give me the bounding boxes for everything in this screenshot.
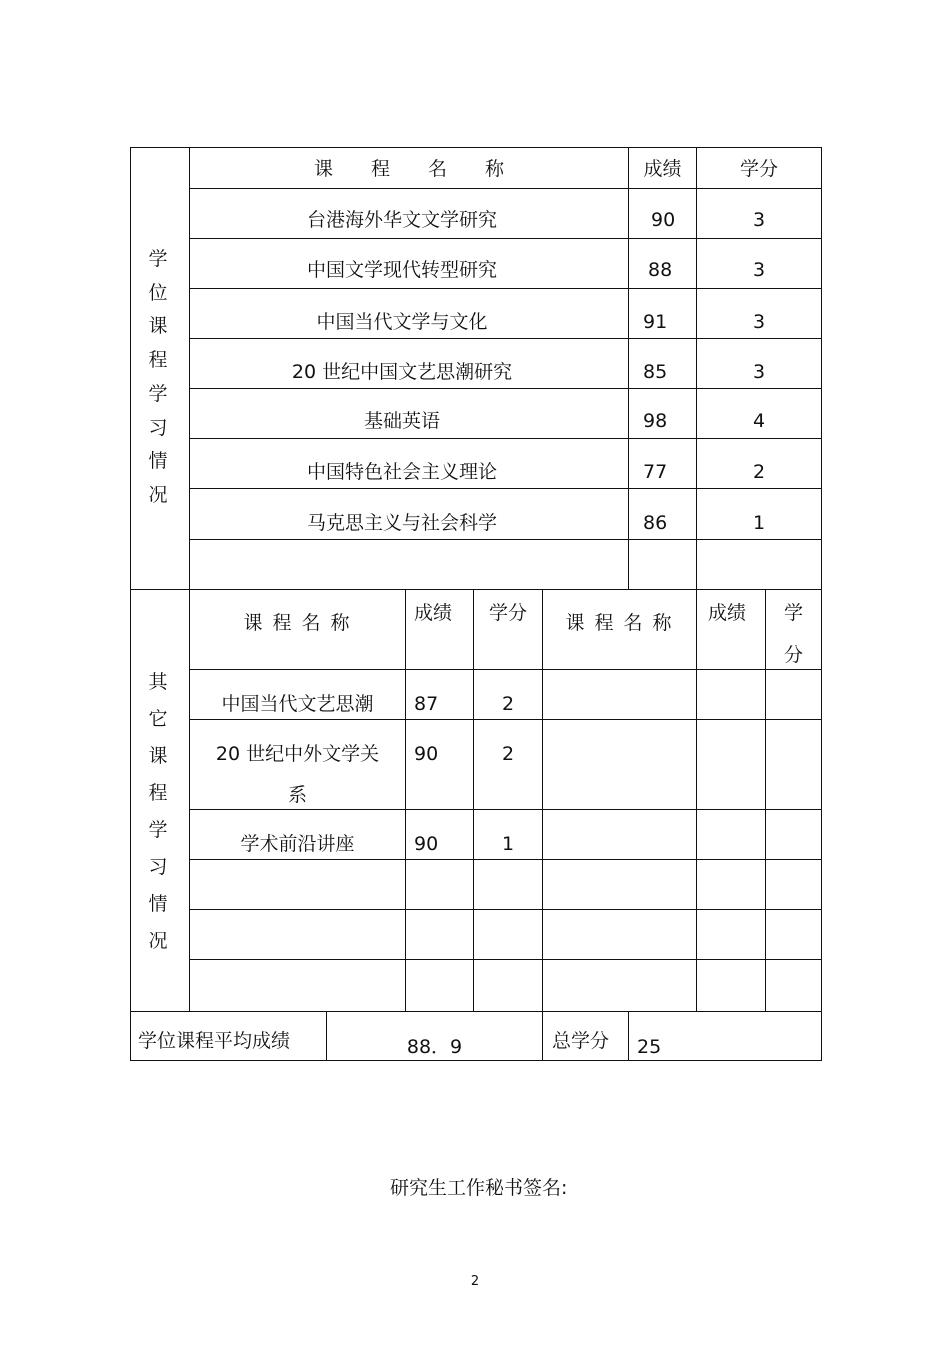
other-row-line xyxy=(189,959,822,960)
other-row-line xyxy=(189,809,822,810)
degree-row-line xyxy=(189,438,822,439)
degree-course-credit: 3 xyxy=(752,361,766,383)
other-course-credit: 2 xyxy=(501,693,515,715)
degree-col-line-1 xyxy=(628,147,629,590)
other-course-score: 87 xyxy=(414,693,439,715)
degree-course-name: 中国特色社会主义理论 xyxy=(306,461,497,483)
degree-course-name: 台港海外华文文学研究 xyxy=(306,209,497,231)
degree-row-line xyxy=(189,539,822,540)
other-col-line xyxy=(405,589,406,1012)
degree-section-label: 学 位 课 程 学 习 情 况 xyxy=(148,248,168,506)
degree-course-credit: 1 xyxy=(752,512,766,534)
degree-row-line xyxy=(189,188,822,189)
degree-row-line xyxy=(189,288,822,289)
other-course-score: 90 xyxy=(414,743,439,765)
degree-course-credit: 3 xyxy=(752,311,766,333)
page-number: 2 xyxy=(470,1274,480,1289)
section-divider xyxy=(130,589,822,590)
other-course-name-line1: 20 世纪中外文学关 xyxy=(215,743,380,765)
other-section-label: 其 它 课 程 学 习 情 况 xyxy=(148,671,168,952)
degree-course-score: 85 xyxy=(643,361,668,383)
other-col-line xyxy=(542,589,543,1012)
other-header-credit-left: 学分 xyxy=(488,602,527,624)
other-course-name: 学术前沿讲座 xyxy=(240,833,355,855)
other-header-name-left: 课 程 名 称 xyxy=(243,612,352,634)
degree-course-score: 77 xyxy=(643,461,668,483)
table-border-left xyxy=(130,147,131,1061)
other-row-line xyxy=(189,909,822,910)
total-credit-value: 25 xyxy=(637,1036,662,1058)
table-border-top xyxy=(130,147,822,148)
other-col-line xyxy=(696,589,697,1012)
summary-col-line xyxy=(542,1011,543,1061)
degree-course-score: 91 xyxy=(643,311,668,333)
degree-row-line xyxy=(189,388,822,389)
degree-course-name: 20 世纪中国文艺思潮研究 xyxy=(291,361,513,383)
degree-course-score: 86 xyxy=(643,512,668,534)
other-row-line xyxy=(189,669,822,670)
other-course-name: 中国当代文艺思潮 xyxy=(221,693,374,715)
degree-row-line xyxy=(189,338,822,339)
other-row-line xyxy=(189,859,822,860)
degree-course-score: 88 xyxy=(648,259,673,281)
total-credit-label: 总学分 xyxy=(552,1030,610,1052)
degree-course-credit: 3 xyxy=(752,259,766,281)
other-course-score: 90 xyxy=(414,833,439,855)
other-header-score-right: 成绩 xyxy=(708,602,747,624)
table-border-right xyxy=(821,147,822,1061)
other-header-score-left: 成绩 xyxy=(414,602,453,624)
other-header-credit-right-1: 学 xyxy=(783,602,803,624)
other-header-name-right: 课 程 名 称 xyxy=(565,612,674,634)
secretary-signature-label: 研究生工作秘书签名: xyxy=(390,1177,568,1199)
other-row-line xyxy=(189,719,822,720)
summary-divider xyxy=(130,1011,822,1012)
average-score-value: 88．9 xyxy=(406,1036,463,1058)
degree-course-credit: 4 xyxy=(752,410,766,432)
other-course-name-line2: 系 xyxy=(287,784,307,806)
degree-course-name: 基础英语 xyxy=(363,410,440,432)
other-course-credit: 2 xyxy=(501,743,515,765)
degree-course-name: 中国文学现代转型研究 xyxy=(306,259,497,281)
degree-course-credit: 2 xyxy=(752,461,766,483)
degree-row-line xyxy=(189,488,822,489)
degree-header-score: 成绩 xyxy=(643,158,682,180)
degree-course-credit: 3 xyxy=(752,209,766,231)
other-course-credit: 1 xyxy=(501,833,515,855)
other-header-credit-right-2: 分 xyxy=(783,644,803,666)
degree-header-credit: 学分 xyxy=(739,158,778,180)
degree-course-score: 90 xyxy=(651,209,676,231)
table-border-bottom xyxy=(130,1060,822,1061)
degree-header-name: 课 程 名 称 xyxy=(313,158,504,180)
average-score-label: 学位课程平均成绩 xyxy=(138,1030,291,1052)
other-col-line xyxy=(473,589,474,1012)
degree-course-name: 马克思主义与社会科学 xyxy=(306,512,497,534)
summary-col-line xyxy=(628,1011,629,1061)
degree-course-score: 98 xyxy=(643,410,668,432)
degree-course-name: 中国当代文学与文化 xyxy=(316,311,488,333)
degree-row-line xyxy=(189,238,822,239)
